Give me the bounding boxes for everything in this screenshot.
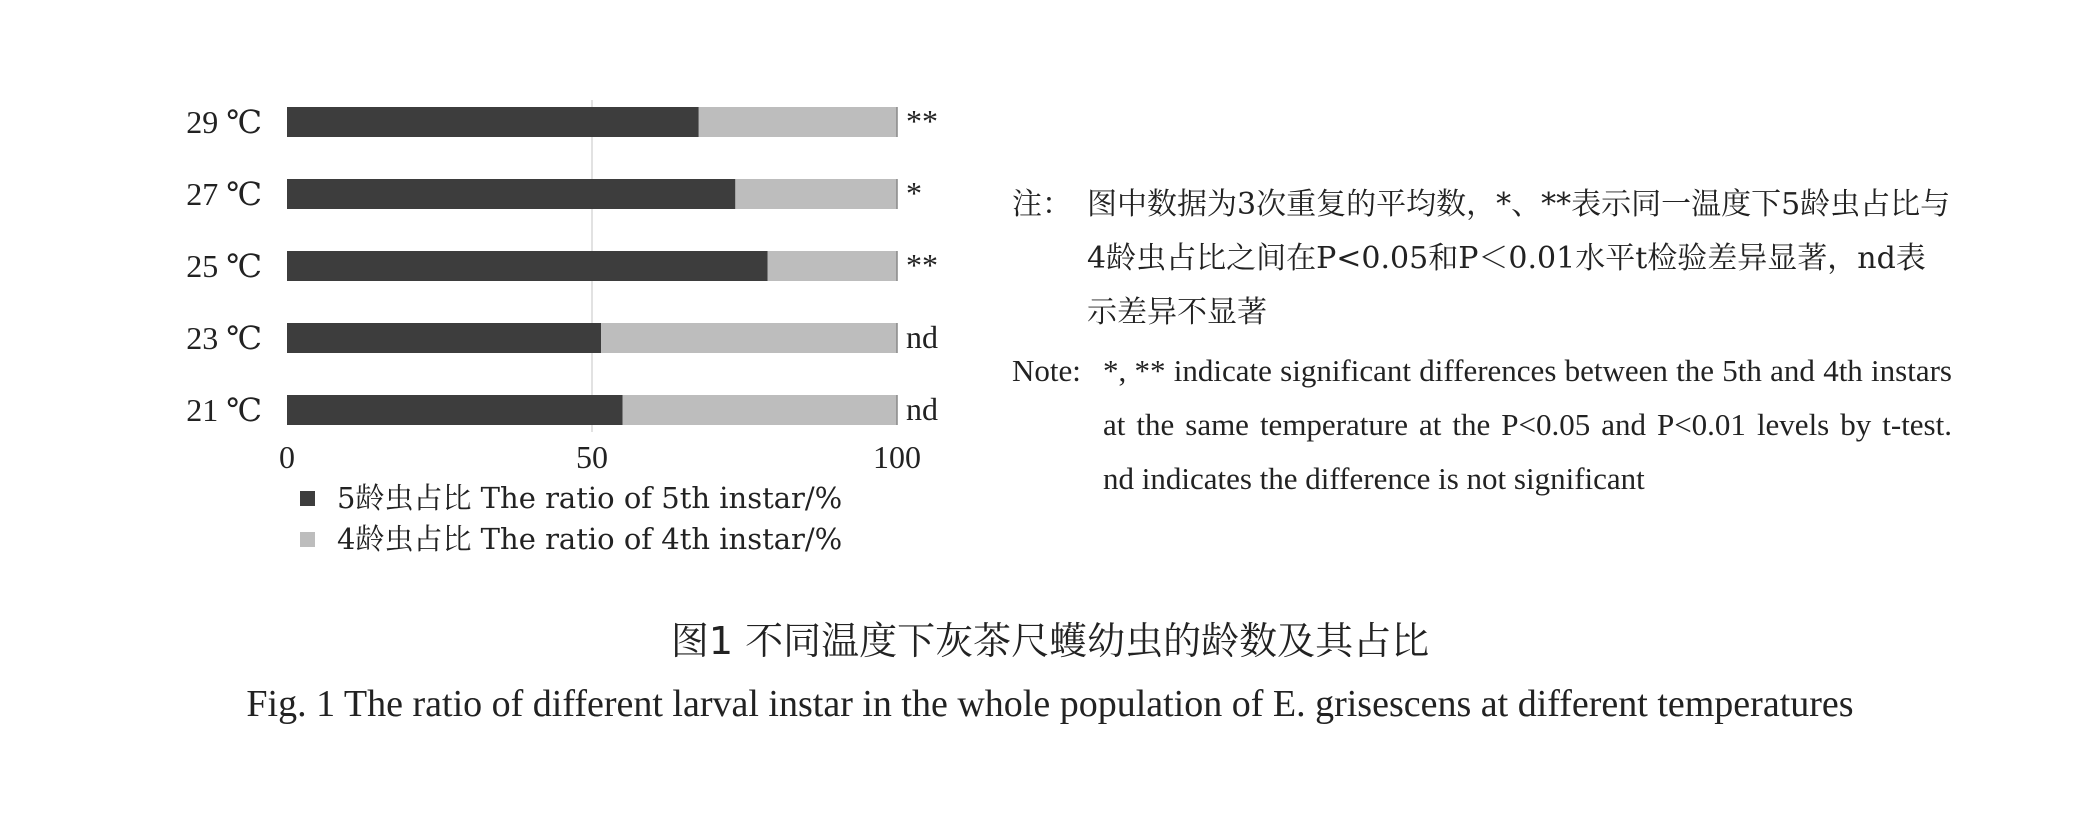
bar-4th-instar-2 [768, 251, 897, 281]
legend-item-4th-instar [300, 519, 842, 560]
x-tick-label-2: 100 [873, 439, 921, 475]
bar-4th-instar-4 [623, 395, 898, 425]
note-chinese [1012, 178, 1952, 340]
figure-note [1012, 178, 1952, 506]
y-tick-label-3: 23 ℃ [186, 320, 262, 356]
bar-5th-instar-0 [287, 107, 699, 137]
legend-swatch-5th-instar [300, 491, 315, 506]
significance-label-0: ** [906, 103, 938, 139]
note-english-lead: Note: [1012, 353, 1081, 388]
x-tick-label-1: 50 [576, 439, 608, 475]
bar-5th-instar-4 [287, 395, 623, 425]
bar-4th-instar-0 [699, 107, 897, 137]
y-tick-label-4: 21 ℃ [186, 392, 262, 428]
significance-label-1: * [906, 175, 922, 211]
chart-legend [300, 478, 842, 560]
bar-5th-instar-1 [287, 179, 735, 209]
legend-item-5th-instar [300, 478, 842, 519]
legend-label-4th-instar: 4龄虫占比 The ratio of 4th instar/% [337, 522, 843, 556]
figure-caption-chinese: 图1 不同温度下灰茶尺蠖幼虫的龄数及其占比 [670, 619, 1430, 663]
bar-4th-instar-3 [601, 323, 897, 353]
bar-5th-instar-3 [287, 323, 601, 353]
note-english [1012, 344, 1952, 506]
y-tick-label-0: 29 ℃ [186, 104, 262, 140]
significance-label-3: nd [906, 319, 938, 355]
legend-label-5th-instar: 5龄虫占比 The ratio of 5th instar/% [337, 481, 843, 515]
x-tick-label-0: 0 [279, 439, 295, 475]
bar-4th-instar-1 [735, 179, 897, 209]
stacked-bar-chart [0, 0, 1000, 480]
note-chinese-text: 图中数据为3次重复的平均数，*、**表示同一温度下5龄虫占比与4龄虫占比之间在P<0.05和P＜0.01水平t检验差异显著，nd表示差异不显著 [1087, 187, 1951, 330]
significance-label-4: nd [906, 391, 938, 427]
y-tick-label-1: 27 ℃ [186, 176, 262, 212]
note-chinese-lead: 注： [1012, 187, 1072, 222]
legend-swatch-4th-instar [300, 532, 315, 547]
note-english-text: *, ** indicate significant differences between the 5th and 4th instars at the same temperature at the P<0.05 and P<0.01 levels by t-test. nd indicates the difference is not significant [1103, 353, 1952, 496]
bar-5th-instar-2 [287, 251, 768, 281]
significance-label-2: ** [906, 247, 938, 283]
y-tick-label-2: 25 ℃ [186, 248, 262, 284]
figure-caption-english: Fig. 1 The ratio of different larval instar in the whole population of E. grisescens at different temperatures [246, 683, 1854, 725]
